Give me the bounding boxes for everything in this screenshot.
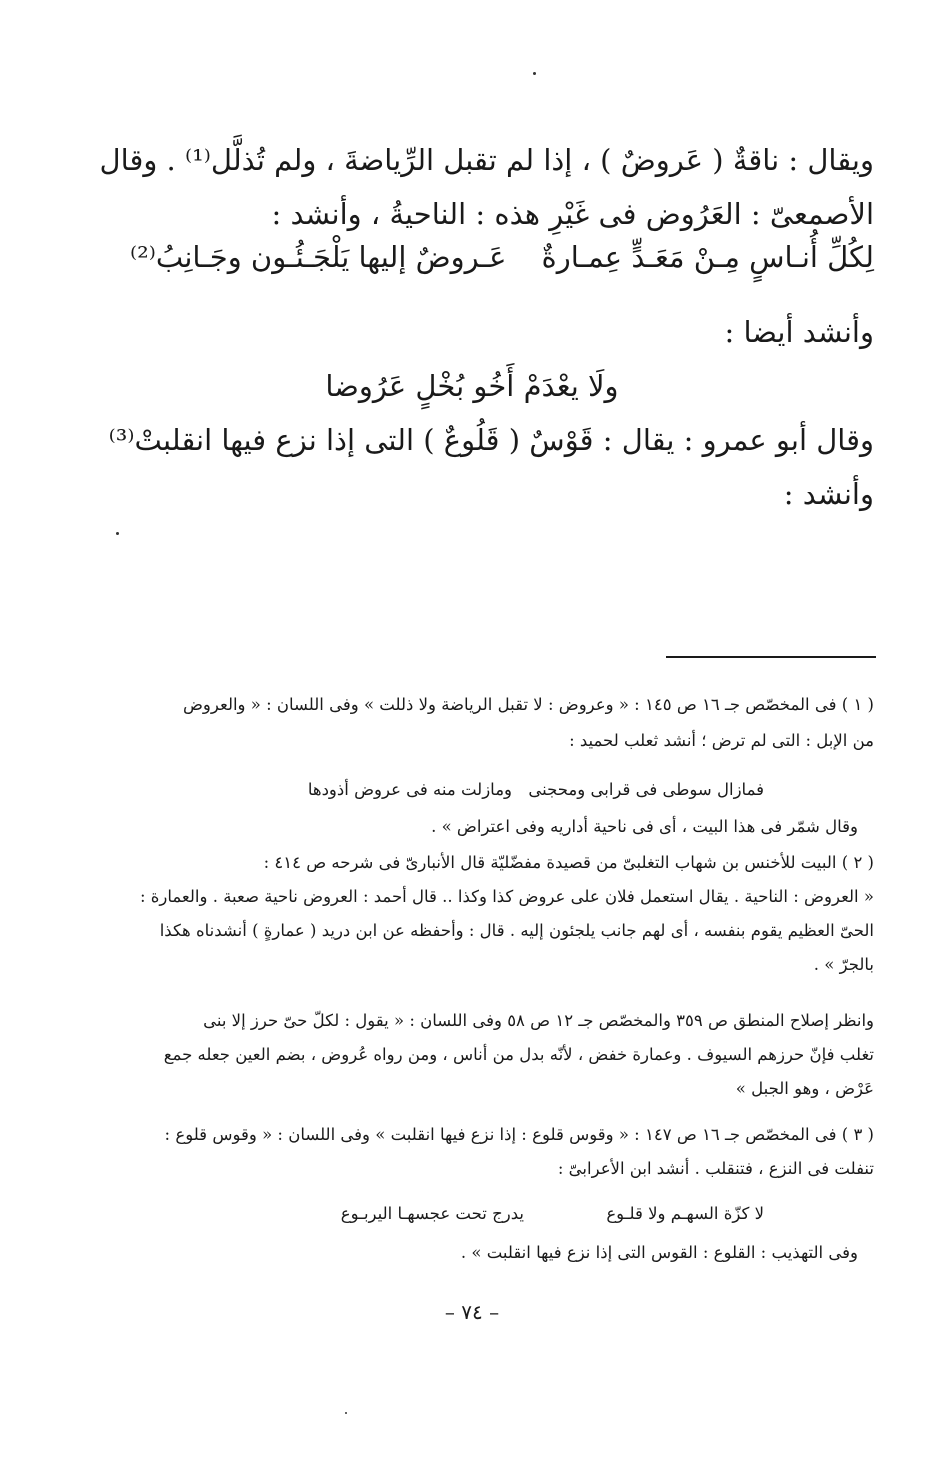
footnote-3-line-2: تنفلت فى النزع ، فتنقلب . أنشد ابن الأعرابىّ : <box>557 1159 874 1178</box>
page-number: – ٧٤ – <box>444 1300 500 1324</box>
body-line-1: ويقال : ناقةٌ ( عَروضٌ ) ، إذا لم تقبل الرِّياضةَ ، ولم تُذلَّل⁽¹⁾ . وقال <box>99 143 874 177</box>
footnote-2-line-5: وانظر إصلاح المنطق ص ٣٥٩ والمخصّص جـ ١٢ ص ٥٨ وفى اللسان : « يقول : لكلّ حىّ حرز إلا بنى <box>203 1011 874 1030</box>
body-line-2: الأصمعىّ : العَرُوض فى غَيْرِ هذه : الناحيةُ ، وأنشد : <box>271 197 874 231</box>
footnote-1-verse-first: فمازال سوطى فى قرابى ومحجنى <box>528 780 764 799</box>
body-line-4: وقال أبو عمرو : يقال : قَوْسٌ ( قَلُوعٌ ) التى إذا نزع فيها انقلبتْ⁽³⁾ <box>108 423 874 457</box>
footnote-2-line-1: ( ٢ ) البيت للأخنس بن شهاب التغلبىّ من قصيدة مفضّليّة قال الأنبارىّ فى شرحه ص ٤١٤ : <box>263 853 874 872</box>
footnote-1-line-3: وقال شمّر فى هذا البيت ، أى فى ناحية أداريه وفى اعتراض » . <box>431 817 858 836</box>
footnote-2-line-6: تغلب فإنّ حرزهم السيوف . وعمارة خفض ، لأنّه بدل من أناس ، ومن رواه عُروض ، بضم العين جعله جمع <box>163 1045 874 1064</box>
footnote-2-line-4: بالجرّ » . <box>813 955 874 974</box>
body-line-3: وأنشد أيضا : <box>724 315 874 349</box>
body-line-5: وأنشد : <box>783 477 874 511</box>
footnote-separator <box>666 656 876 658</box>
footnote-3-line-1: ( ٣ ) فى المخصّص جـ ١٦ ص ١٤٧ : « وقوس قلوع : إذا نزع فيها انقلبت » وفى اللسان : « وقوس قلوع : <box>164 1125 874 1144</box>
footnote-1-line-2: من الإبل : التى لم ترض ؛ أنشد ثعلب لحميد : <box>569 731 874 750</box>
footnote-2-line-3: الحىّ العظيم يقوم بنفسه ، أى لهم جانب يلجئون إليه . قال : وأحفظه عن ابن دريد ( عمارةٍ ) أنشدناه هكذا <box>159 921 874 940</box>
footnote-1-line-1: ( ١ ) فى المخصّص جـ ١٦ ص ١٤٥ : « وعروض : لا تقبل الرياضة ولا ذللت » وفى اللسان : « والعروض <box>182 695 874 714</box>
ink-speck <box>116 532 119 535</box>
ink-speck <box>533 72 536 75</box>
ink-speck <box>345 1412 347 1414</box>
verse-1-first-hemistich: لِكُلِّ أُنـاسٍ مِـنْ مَعَـدٍّ عِمـارةٌ <box>541 240 874 274</box>
footnote-3-verse-first: لا كزّة السهـم ولا قلـوع <box>606 1204 764 1223</box>
verse-1-second-hemistich: عَـروضٌ إليها يَلْجَـئُـون وجَـانِبُ⁽²⁾ <box>130 240 507 274</box>
verse-2: ولَا يعْدَمْ أَخُو بُخْلٍ عَرُوضا <box>325 369 619 403</box>
footnote-3-verse-second: يدرج تحت عجسهـا اليربـوع <box>340 1204 524 1223</box>
verse-1 <box>130 240 874 300</box>
footnote-3-line-3: وفى التهذيب : القلوع : القوس التى إذا نزع فيها انقلبت » . <box>460 1243 858 1262</box>
footnote-2-line-2: « العروض : الناحية . يقال استعمل فلان على عروض كذا وكذا .. قال أحمد : العروض ناحية صعبة . والعمارة : <box>139 887 874 906</box>
footnote-1-verse-second: ومازلت منه فى عروض أذودها <box>307 780 512 799</box>
footnote-2-line-7: عَرْض ، وهو الجبل » <box>735 1079 874 1098</box>
